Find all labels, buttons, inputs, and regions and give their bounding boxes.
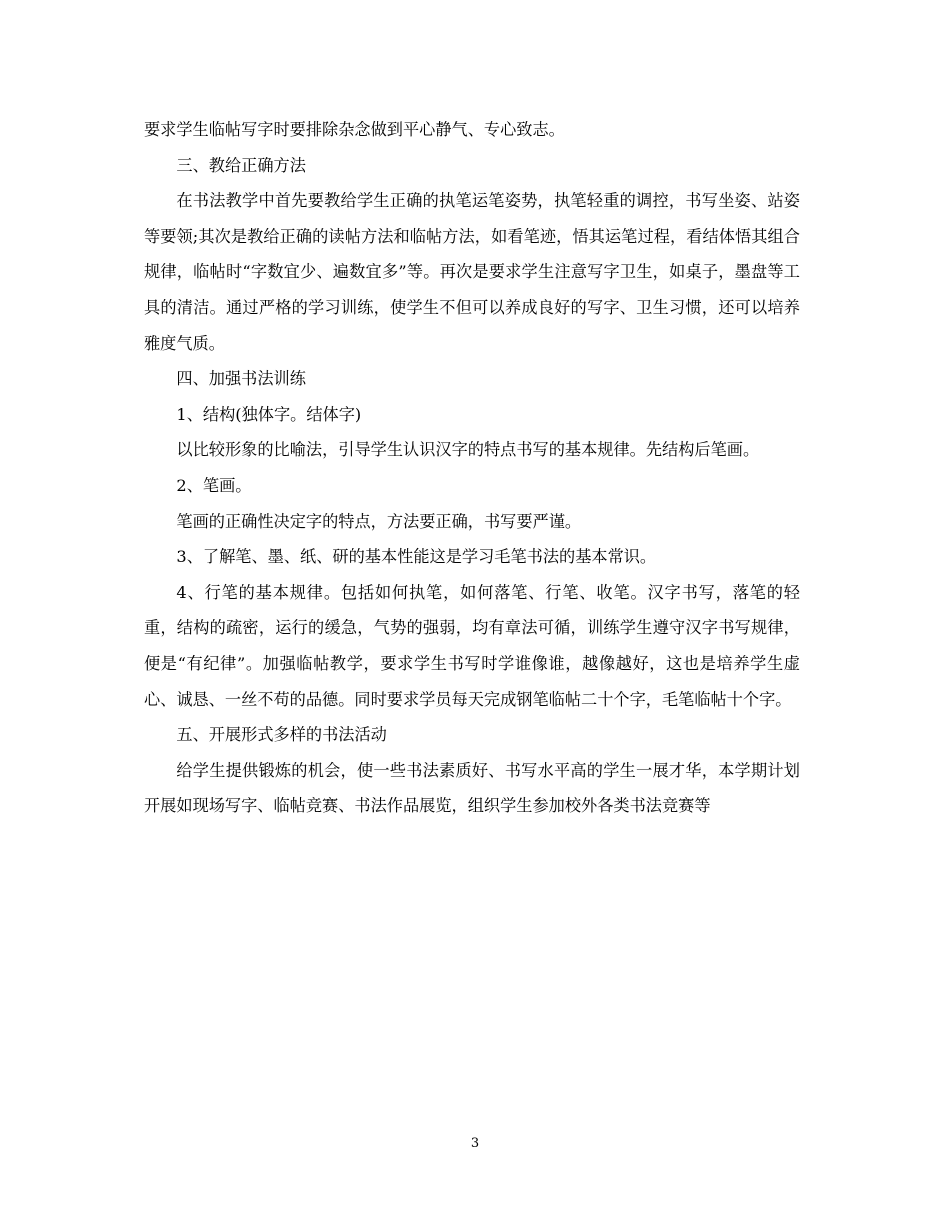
paragraph-teaching-methods: 在书法教学中首先要教给学生正确的执笔运笔姿势，执笔轻重的调控，书写坐姿、站姿等要领;其次是教给正确的读帖方法和临帖方法，如看笔迹，悟其运笔过程，看结体悟其组合规律，临帖时“字数宜少、遍数宜多”等。再次是要求学生注意写字卫生，如桌子，墨盘等工具的清洁。通过严格的学习训练，使学生不但可以养成良好的写字、卫生习惯，还可以培养雅度气质。 <box>144 191 800 353</box>
document-body <box>144 112 800 824</box>
subheading-structure: 1、结构(独体字。结体字) <box>176 404 362 424</box>
paragraph-structure: 以比较形象的比喻法，引导学生认识汉字的特点书写的基本规律。先结构后笔画。 <box>176 440 760 460</box>
paragraph-continuation: 要求学生临帖写字时要排除杂念做到平心静气、专心致志。 <box>144 120 565 139</box>
paragraph-activities: 给学生提供锻炼的机会，使一些书法素质好、书写水平高的学生一展才华，本学期计划开展如现场写字、临帖竞赛、书法作品展览，组织学生参加校外各类书法竞赛等 <box>144 760 800 816</box>
paragraph-tools: 3、了解笔、墨、纸、研的基本性能这是学习毛笔书法的基本常识。 <box>176 547 657 567</box>
section-heading-3: 三、教给正确方法 <box>176 155 306 175</box>
subheading-strokes: 2、笔画。 <box>176 475 252 495</box>
paragraph-strokes: 笔画的正确性决定字的特点，方法要正确，书写要严谨。 <box>176 511 582 531</box>
page-number: 3 <box>470 1136 480 1151</box>
paragraph-writing-rules: 4、行笔的基本规律。包括如何执笔，如何落笔、行笔、收笔。汉字书写，落笔的轻重，结构的疏密，运行的缓急，气势的强弱，均有章法可循，训练学生遵守汉字书写规律，便是“有纪律”。加强临帖教学，要求学生书写时学谁像谁，越像越好，这也是培养学生虚心、诚恳、一丝不苟的品德。同时要求学员每天完成钢笔临帖二十个字，毛笔临帖十个字。 <box>144 582 800 709</box>
section-heading-5: 五、开展形式多样的书法活动 <box>176 725 387 745</box>
section-heading-4: 四、加强书法训练 <box>176 369 306 389</box>
